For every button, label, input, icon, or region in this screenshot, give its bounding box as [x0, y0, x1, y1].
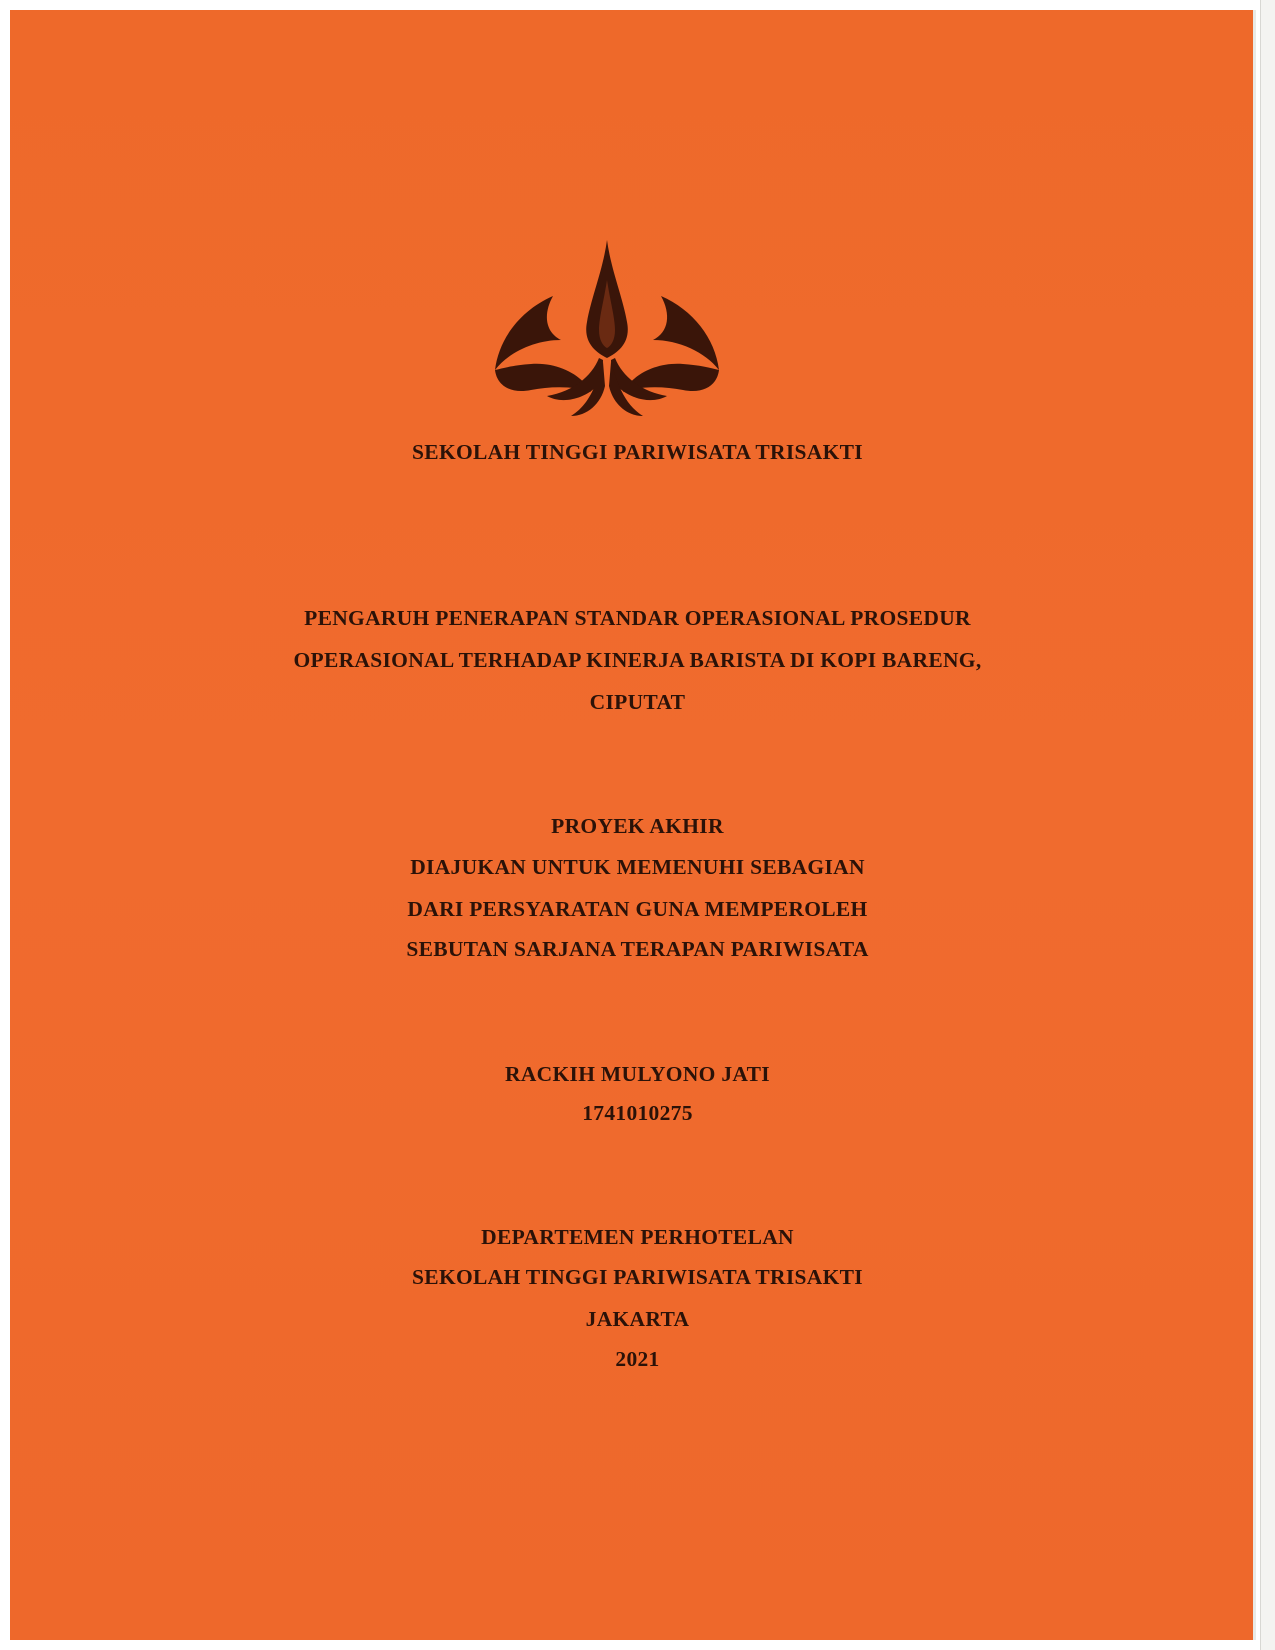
thesis-title-line: PENGARUH PENERAPAN STANDAR OPERASIONAL PROSEDUR	[304, 606, 971, 630]
purpose-line: SEBUTAN SARJANA TERAPAN PARIWISATA	[406, 937, 869, 961]
author-name: RACKIH MULYONO JATI	[505, 1062, 770, 1086]
student-id: 1741010275	[582, 1101, 693, 1125]
year: 2021	[615, 1347, 660, 1371]
institution-footer: SEKOLAH TINGGI PARIWISATA TRISAKTI	[412, 1265, 863, 1289]
purpose-line: DIAJUKAN UNTUK MEMENUHI SEBAGIAN	[410, 855, 865, 879]
document-type: PROYEK AKHIR	[551, 814, 724, 838]
department-name: DEPARTEMEN PERHOTELAN	[481, 1225, 794, 1249]
city: JAKARTA	[585, 1307, 690, 1331]
thesis-title-line: OPERASIONAL TERHADAP KINERJA BARISTA DI KOPI BARENG,	[293, 648, 982, 672]
trisakti-emblem-icon	[491, 240, 723, 430]
institution-heading: SEKOLAH TINGGI PARIWISATA TRISAKTI	[412, 440, 863, 464]
page-edge	[1260, 0, 1275, 1650]
cover-page	[10, 10, 1256, 1640]
purpose-line: DARI PERSYARATAN GUNA MEMPEROLEH	[407, 897, 868, 921]
thesis-title-line: CIPUTAT	[589, 690, 686, 714]
